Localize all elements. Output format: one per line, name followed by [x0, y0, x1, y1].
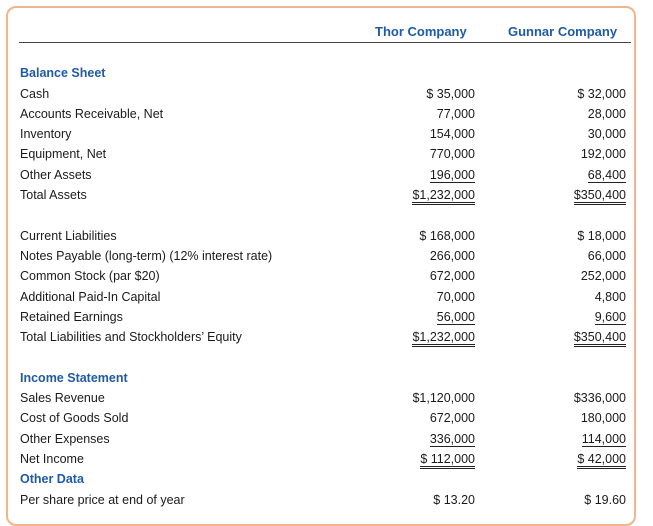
thor-value: 266,000: [429, 249, 475, 263]
gunnar-value: $ 18,000: [577, 229, 626, 243]
row-label: Retained Earnings: [20, 310, 123, 324]
row-label: Cash: [20, 87, 50, 101]
thor-value: $1,120,000: [412, 391, 475, 405]
gunnar-value: $350,400: [574, 330, 626, 347]
thor-value: 672,000: [429, 269, 475, 283]
table-row: [19, 307, 631, 327]
thor-value: 77,000: [436, 107, 475, 121]
section-title-other-data: [19, 469, 631, 489]
table-row: [19, 408, 631, 428]
section-title: Balance Sheet: [20, 66, 106, 80]
thor-value-cell: [399, 168, 475, 183]
thor-value: $ 13.20: [433, 493, 475, 507]
row-label: Per share price at end of year: [20, 493, 185, 507]
row-label: Other Assets: [20, 168, 92, 182]
table-row-total: [19, 185, 631, 205]
column-header-gunnar: Gunnar Company: [508, 24, 618, 39]
section-title: Income Statement: [20, 371, 128, 385]
table-row: [19, 226, 631, 246]
column-header-row: [19, 14, 631, 43]
table-row: [19, 144, 631, 164]
thor-value: 336,000: [429, 432, 475, 446]
table-row: [19, 165, 631, 185]
thor-value-cell: [399, 188, 475, 205]
gunnar-value: 252,000: [580, 269, 626, 283]
thor-value-cell: [399, 330, 475, 347]
row-label: Common Stock (par $20): [20, 269, 160, 283]
gunnar-value: $ 32,000: [577, 87, 626, 101]
thor-value: 770,000: [429, 147, 475, 161]
gunnar-value-cell: [559, 432, 626, 447]
table-row: [19, 246, 631, 266]
thor-value-cell: [399, 432, 475, 447]
thor-value: $ 168,000: [419, 229, 475, 243]
row-label: Additional Paid-In Capital: [20, 290, 161, 304]
table-row: [19, 287, 631, 307]
table-row: [19, 490, 631, 510]
gunnar-value: $ 19.60: [584, 493, 626, 507]
gunnar-value-cell: [559, 168, 626, 183]
row-label: Other Expenses: [20, 432, 110, 446]
gunnar-value: 114,000: [581, 432, 626, 446]
row-label: Accounts Receivable, Net: [20, 107, 164, 121]
section-title-income-statement: [19, 368, 631, 388]
gunnar-value: $ 42,000: [577, 452, 626, 469]
gunnar-value-cell: [559, 188, 626, 205]
table-row: [19, 104, 631, 124]
gunnar-value: 30,000: [587, 127, 626, 141]
gunnar-value-cell: [559, 452, 626, 469]
gunnar-value: $350,400: [574, 188, 626, 205]
gunnar-value: 68,400: [587, 168, 626, 182]
gunnar-value: $336,000: [573, 391, 626, 405]
gunnar-value-cell: [559, 310, 626, 325]
table-row-total: [19, 327, 631, 347]
row-label: Current Liabilities: [20, 229, 117, 243]
gunnar-value: 28,000: [587, 107, 626, 121]
thor-value: 56,000: [436, 310, 475, 324]
thor-value: 154,000: [429, 127, 475, 141]
row-label: Sales Revenue: [20, 391, 105, 405]
gunnar-value: 180,000: [580, 411, 626, 425]
row-label: Cost of Goods Sold: [20, 411, 129, 425]
gunnar-value: 4,800: [594, 290, 626, 304]
gunnar-value-cell: [559, 330, 626, 347]
section-title: Other Data: [20, 472, 84, 486]
table-row-total: [19, 449, 631, 469]
thor-value: 672,000: [429, 411, 475, 425]
row-label: Inventory: [20, 127, 72, 141]
table-row: [19, 388, 631, 408]
thor-value-cell: [399, 310, 475, 325]
column-header-thor: Thor Company: [375, 24, 467, 39]
row-label: Total Assets: [20, 188, 87, 202]
table-row: [19, 84, 631, 104]
table-row: [19, 266, 631, 286]
thor-value: 70,000: [436, 290, 475, 304]
section-title-balance-sheet: [19, 63, 631, 83]
thor-value: $1,232,000: [412, 330, 475, 347]
gunnar-value: 9,600: [594, 310, 626, 324]
row-label: Notes Payable (long-term) (12% interest rate): [20, 249, 273, 263]
row-label: Equipment, Net: [20, 147, 107, 161]
gunnar-value: 66,000: [587, 249, 626, 263]
row-label: Net Income: [20, 452, 84, 466]
gunnar-value: 192,000: [580, 147, 626, 161]
thor-value: $ 112,000: [420, 452, 475, 469]
thor-value: $ 35,000: [426, 87, 475, 101]
thor-value-cell: [399, 452, 475, 469]
thor-value: $1,232,000: [412, 188, 475, 205]
table-row: [19, 124, 631, 144]
row-label: Total Liabilities and Stockholders’ Equity: [20, 330, 242, 344]
table-row: [19, 429, 631, 449]
thor-value: 196,000: [429, 168, 475, 182]
